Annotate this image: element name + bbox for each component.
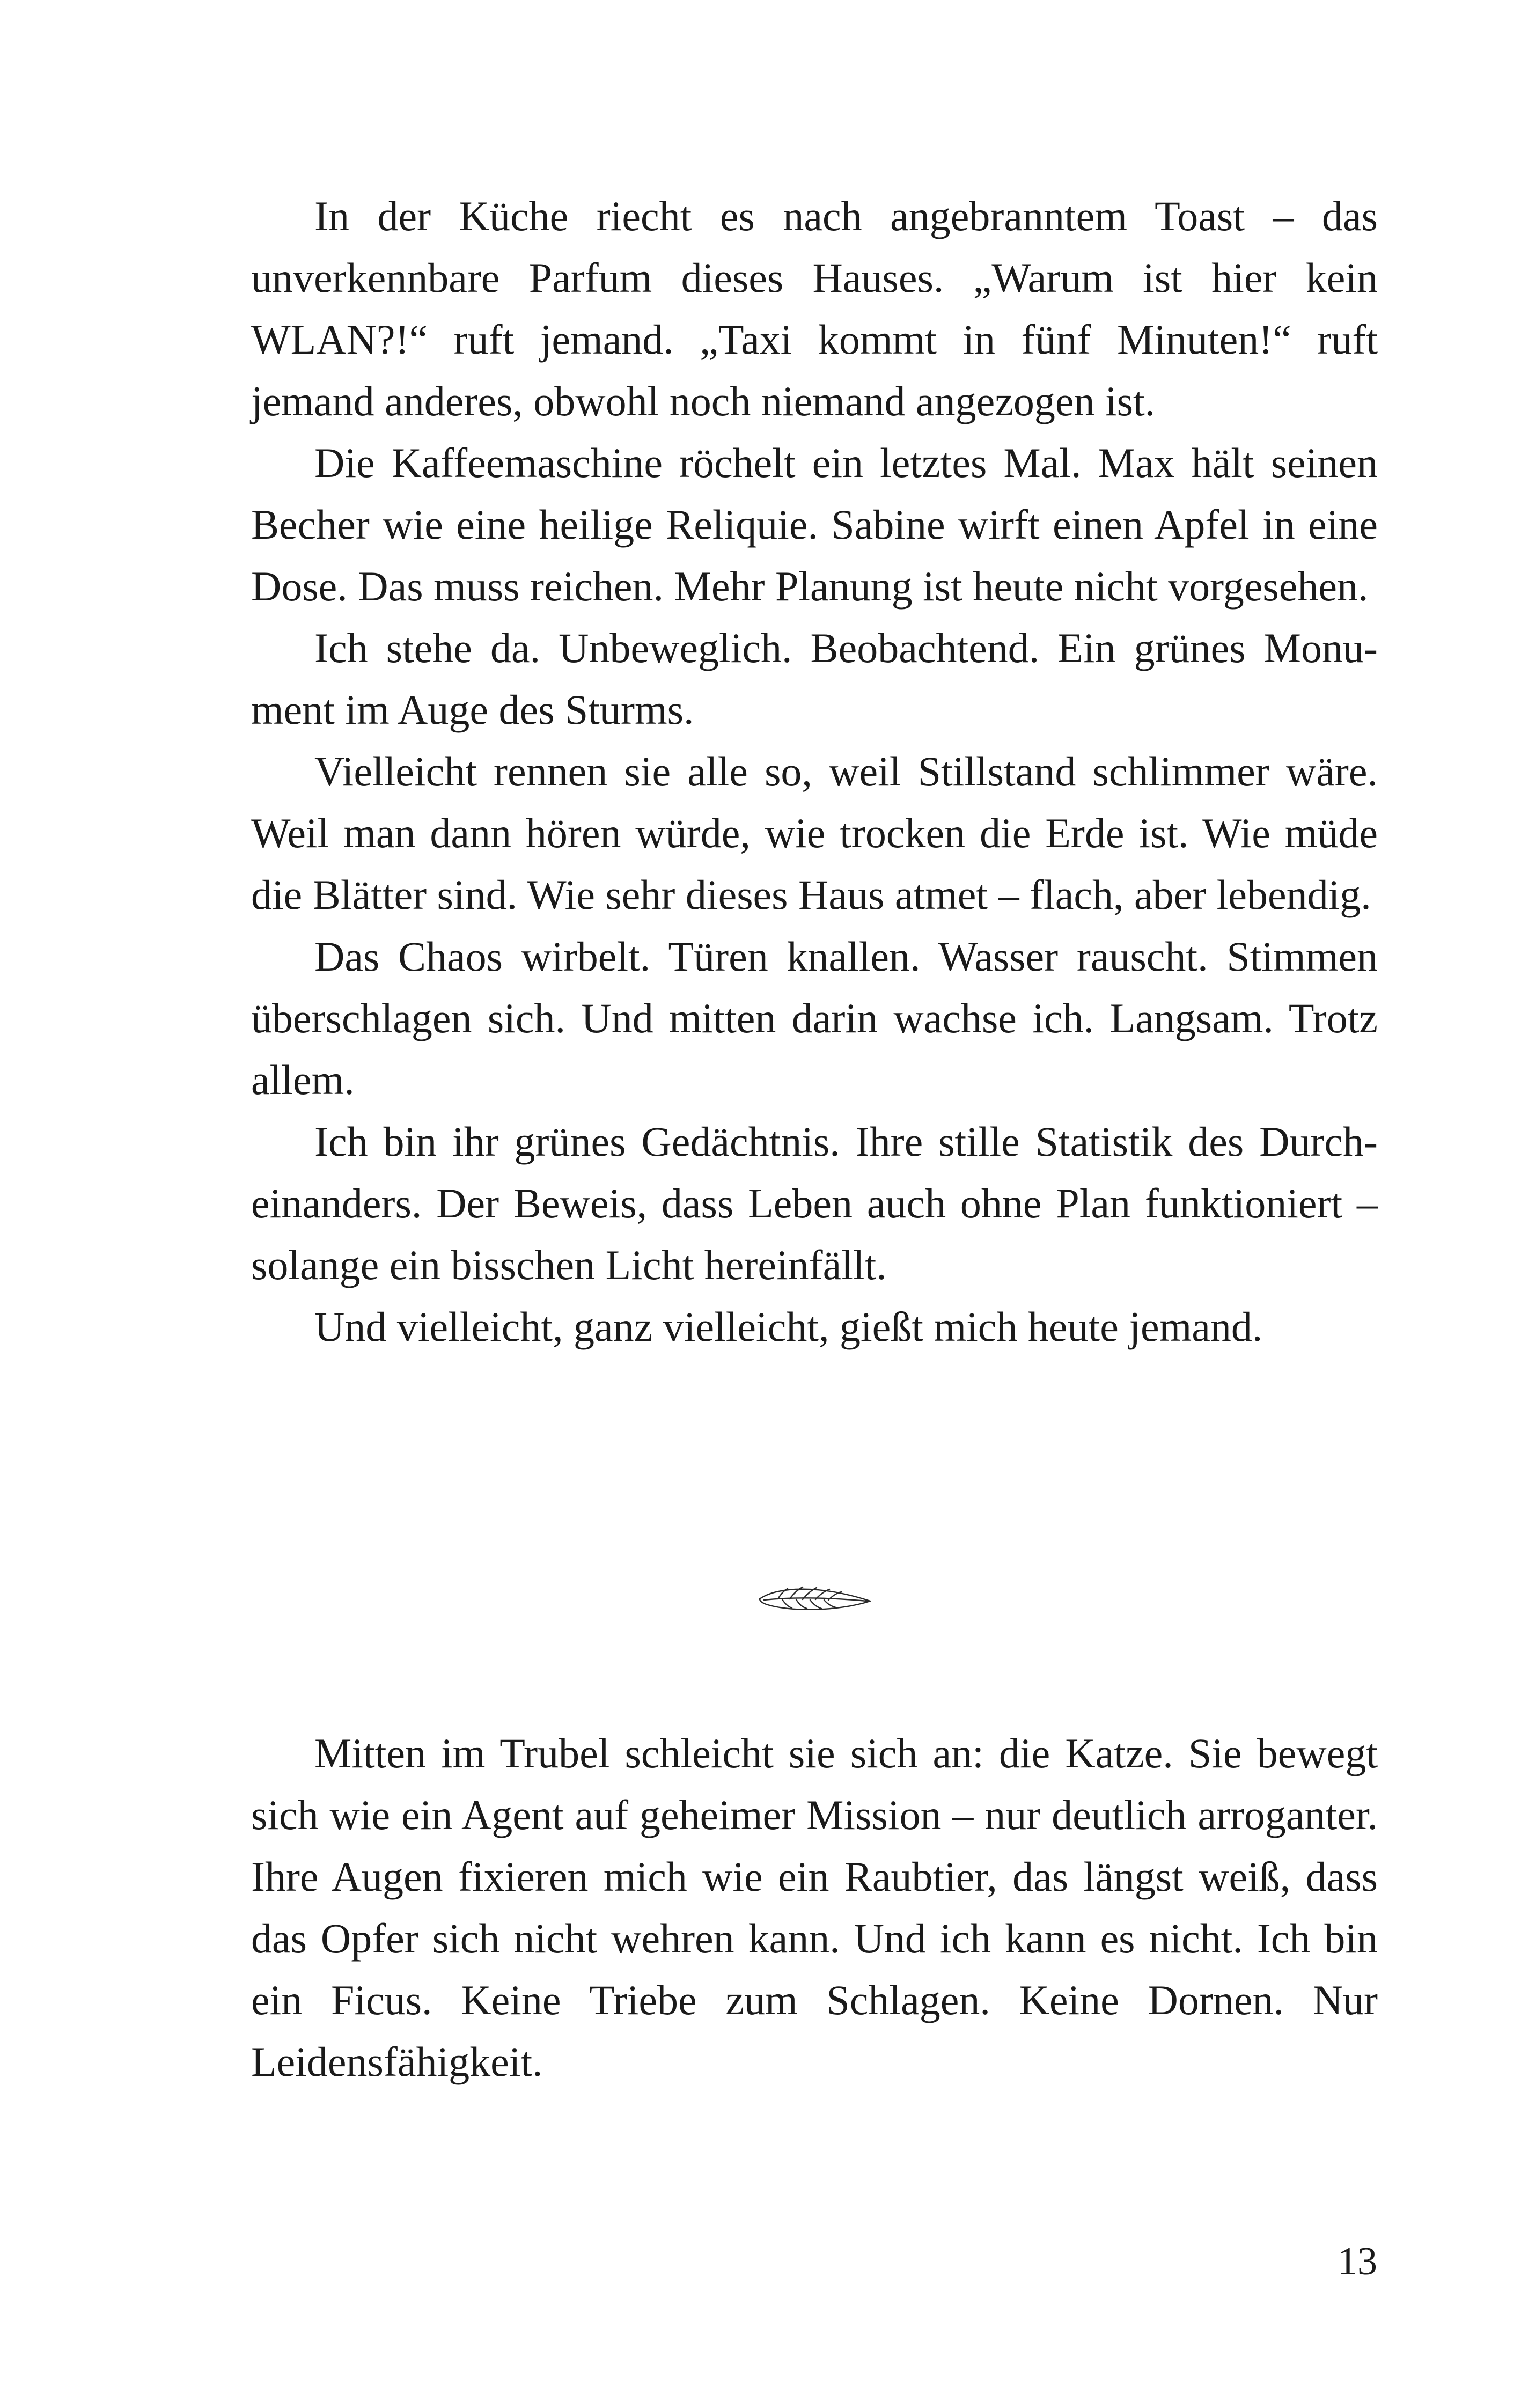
leaf-icon xyxy=(756,1581,875,1615)
section-2-text xyxy=(251,1722,1378,2093)
paragraph: Das Chaos wirbelt. Türen knallen. Wasser rauscht. Stimmen überschlagen sich. Und mitten darin wachse ich. Langsam. Trotz allem. xyxy=(251,933,1378,1103)
paragraph: Vielleicht rennen sie alle so, weil Stillstand schlimmer wäre. Weil man dann hören würde, wie trocken die Erde ist. Wie müde die Blätter sind. Wie sehr dieses Haus atmet – flach, aber lebendig. xyxy=(251,748,1378,918)
paragraph: Ich stehe da. Unbeweglich. Beobachtend. Ein grünes Monument im Auge des Sturms. xyxy=(251,625,1378,733)
paragraph: Ich bin ihr grünes Gedächtnis. Ihre stille Statistik des Durcheinanders. Der Beweis, dass Leben auch ohne Plan funktioniert – solange ein bisschen Licht hereinfällt. xyxy=(251,1118,1378,1288)
paragraph: Die Kaffeemaschine röchelt ein letztes Mal. Max hält seinen Becher wie eine heilige Reliquie. Sabine wirft einen Apfel in eine Dose. Das muss reichen. Mehr Planung ist heute nicht vorgesehen. xyxy=(251,439,1378,610)
page-number: 13 xyxy=(1338,2240,1377,2284)
paragraph: Mitten im Trubel schleicht sie sich an: die Katze. Sie bewegt sich wie ein Agent auf geheimer Mission – nur deutlich arroganter. Ihre Augen fixieren mich wie ein Raubtier, das längst weiß, dass das Opfer sich nicht wehren kann. Und ich kann es nicht. Ich bin ein Ficus. Keine Triebe zum Schlagen. Keine Dornen. Nur Leidensfähigkeit. xyxy=(251,1730,1378,2085)
paragraph: Und vielleicht, ganz vielleicht, gießt mich heute jemand. xyxy=(314,1303,1263,1350)
section-1-text xyxy=(251,185,1378,1357)
paragraph: In der Küche riecht es nach angebranntem Toast – das unverkennbare Parfum dieses Hauses. „Warum ist hier kein WLAN?!“ ruft jemand. „Taxi kommt in fünf Minuten!“ ruft jemand anderes, obwohl noch niemand angezogen ist. xyxy=(251,193,1378,424)
